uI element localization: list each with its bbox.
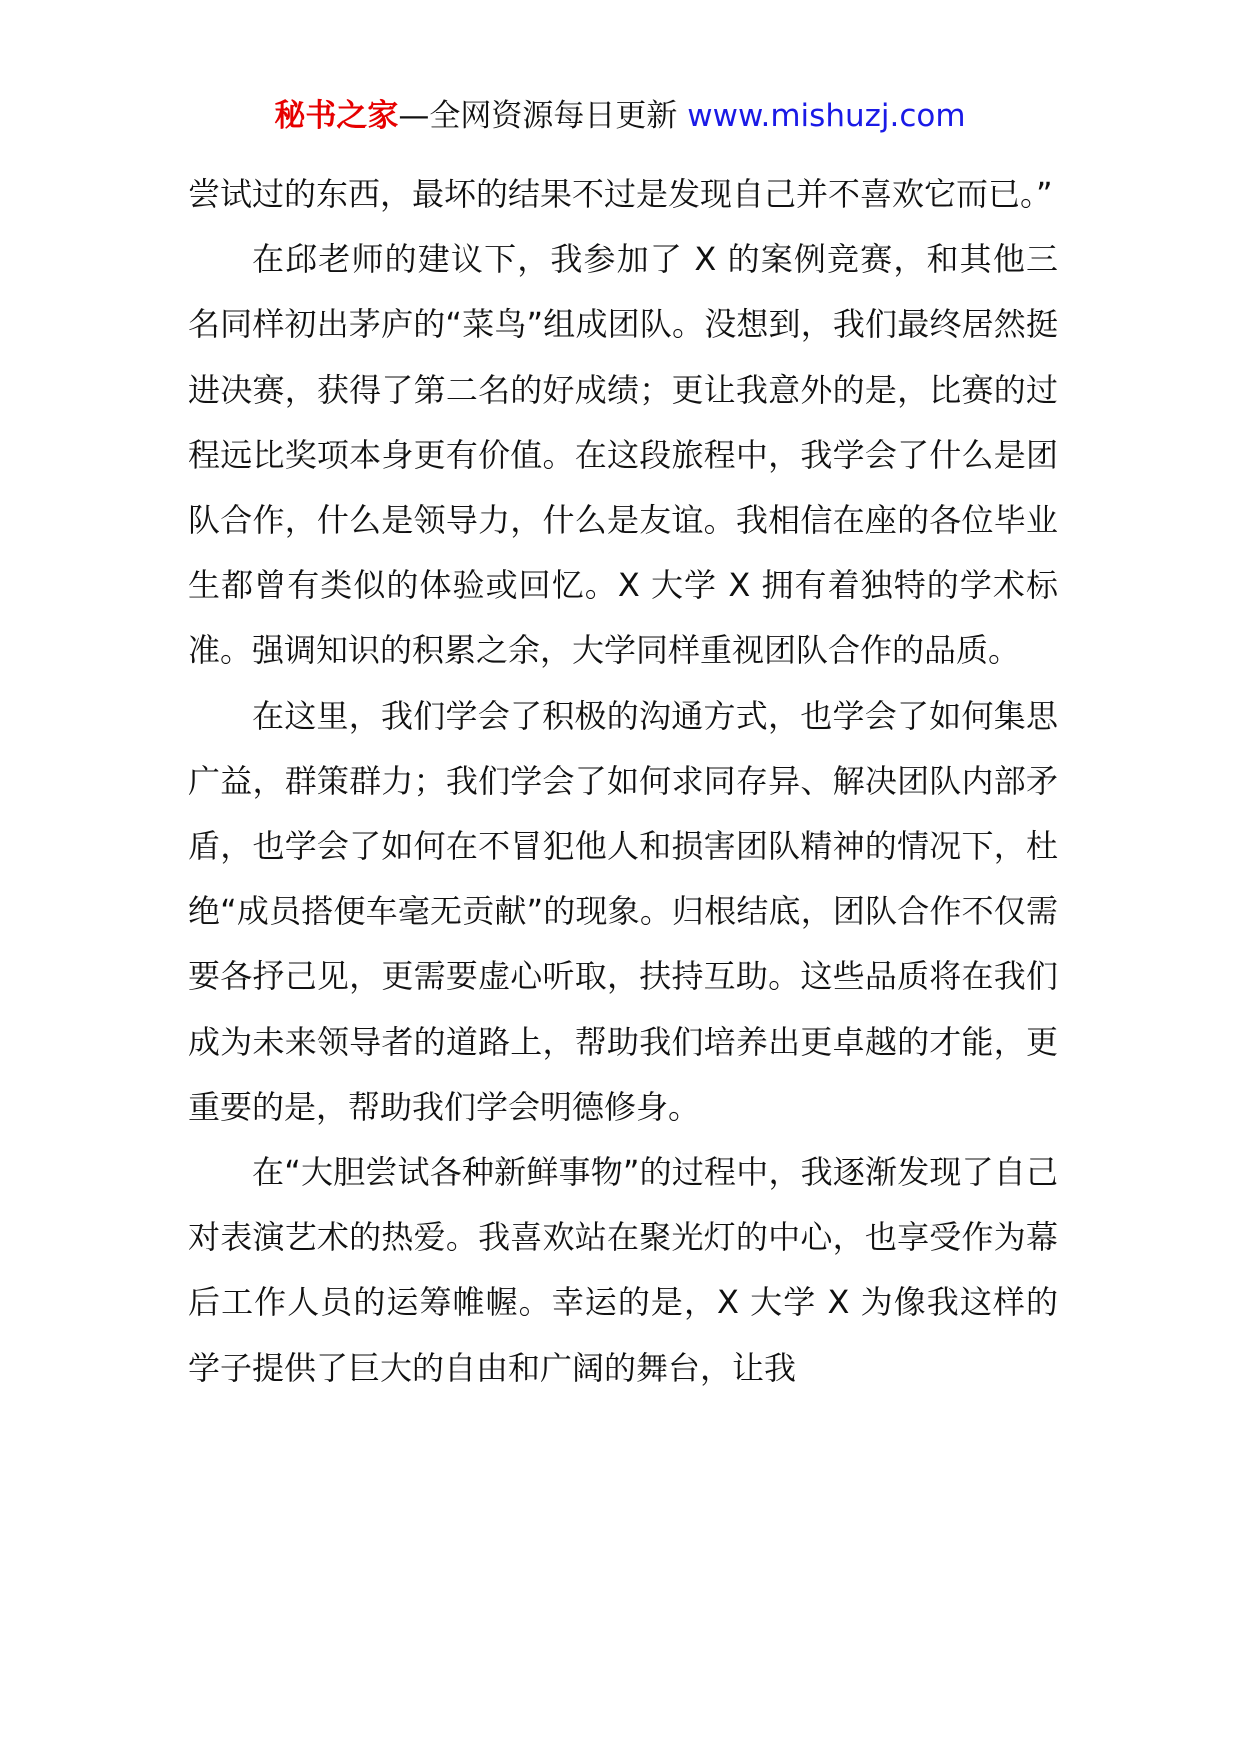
- paragraph-1: 尝试过的东西，最坏的结果不过是发现自己并不喜欢它而已。”: [188, 175, 1053, 213]
- paragraph-3: 在这里，我们学会了积极的沟通方式，也学会了如何集思广益，群策群力；我们学会了如何求同存异、解决团队内部矛盾，也学会了如何在不冒犯他人和损害团队精神的情况下，杜绝“成员搭便车毫无贡献”的现象。归根结底，团队合作不仅需要各抒己见，更需要虚心听取，扶持互助。这些品质将在我们成为未来领导者的道路上，帮助我们培养出更卓越的才能，更重要的是，帮助我们学会明德修身。: [188, 696, 1058, 1126]
- document-body: [188, 162, 1058, 1401]
- paragraph-2: 在邱老师的建议下，我参加了 X 的案例竞赛，和其他三名同样初出茅庐的“菜鸟”组成团队。没想到，我们最终居然挺进决赛，获得了第二名的好成绩；更让我意外的是，比赛的过程远比奖项本身更有价值。在这段旅程中，我学会了什么是团队合作，什么是领导力，什么是友谊。我相信在座的各位毕业生都曾有类似的体验或回忆。X 大学 X 拥有着独特的学术标准。强调知识的积累之余，大学同样重视团队合作的品质。: [188, 240, 1058, 670]
- site-brand: 秘书之家: [274, 98, 399, 134]
- site-tagline: —全网资源每日更新: [398, 98, 688, 134]
- paragraph-4: 在“大胆尝试各种新鲜事物”的过程中，我逐渐发现了自己对表演艺术的热爱。我喜欢站在聚光灯的中心，也享受作为幕后工作人员的运筹帷幄。幸运的是，X 大学 X 为像我这样的学子提供了巨大的自由和广阔的舞台，让我: [188, 1153, 1058, 1387]
- site-url-link[interactable]: www.mishuzj.com: [687, 98, 966, 134]
- page-header: [0, 96, 1240, 136]
